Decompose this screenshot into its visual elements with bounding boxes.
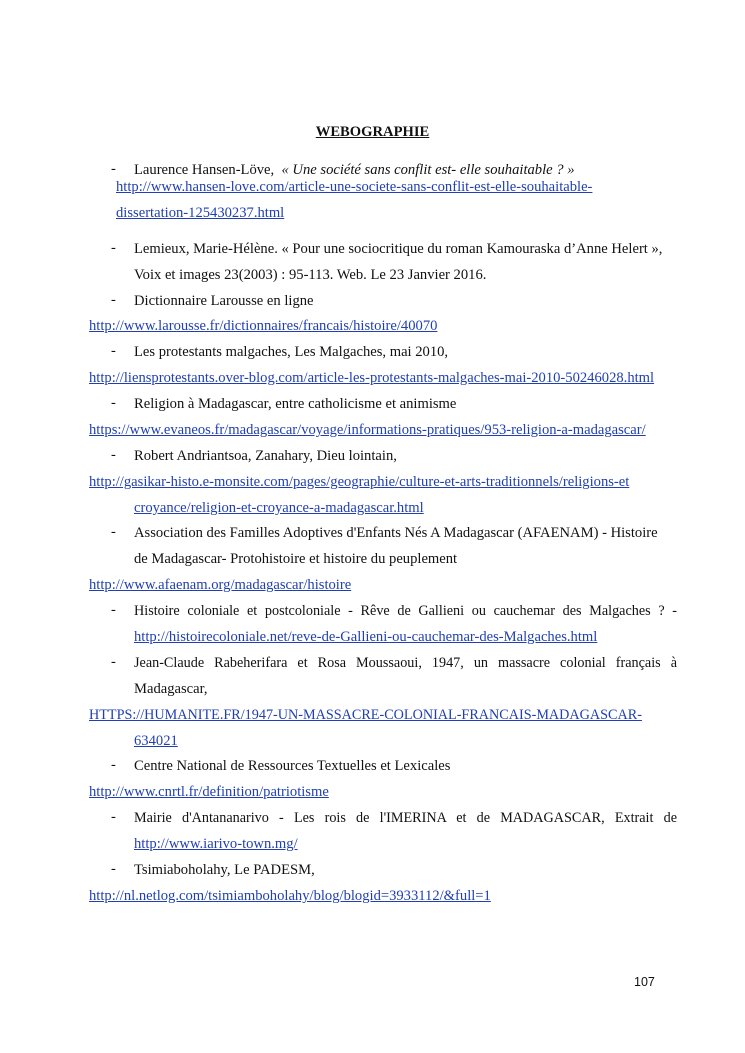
list-dash: - <box>111 240 116 256</box>
reference-link[interactable]: http://www.larousse.fr/dictionnaires/francais/histoire/40070 <box>89 318 438 334</box>
reference-link[interactable]: http://liensprotestants.over-blog.com/article-les-protestants-malgaches-mai-2010-50246028.html <box>89 370 655 386</box>
reference-text: Jean-Claude Rabeherifara et Rosa Moussaoui, 1947, un massacre colonial français à <box>134 655 677 671</box>
reference-text: Histoire coloniale et postcoloniale - Rêve de Gallieni ou cauchemar des Malgaches ? - <box>134 603 677 619</box>
reference-line <box>134 161 575 179</box>
reference-link[interactable]: HTTPS://HUMANITE.FR/1947-UN-MASSACRE-COLONIAL-FRANCAIS-MADAGASCAR- <box>89 707 642 723</box>
reference-text: Association des Familles Adoptives d'Enfants Nés A Madagascar (AFAENAM) - Histoire <box>134 525 658 541</box>
reference-text: Madagascar, <box>134 681 208 697</box>
reference-link[interactable]: http://www.afaenam.org/madagascar/histoire <box>89 577 352 593</box>
list-dash: - <box>111 447 116 463</box>
page-number: 107 <box>634 975 655 989</box>
reference-text: Centre National de Ressources Textuelles et Lexicales <box>134 758 451 774</box>
reference-link[interactable]: http://histoirecoloniale.net/reve-de-Gallieni-ou-cauchemar-des-Malgaches.html <box>134 629 598 645</box>
reference-link[interactable]: http://nl.netlog.com/tsimiamboholahy/blog/blogid=3933112/&full=1 <box>89 888 491 904</box>
list-dash: - <box>111 395 116 411</box>
list-dash: - <box>111 524 116 540</box>
reference-link[interactable]: http://www.cnrtl.fr/definition/patriotisme <box>89 784 329 800</box>
reference-link-continued[interactable]: croyance/religion-et-croyance-a-madagascar.html <box>134 500 424 516</box>
list-dash: - <box>111 809 116 825</box>
reference-link[interactable]: http://www.hansen-love.com/article-une-societe-sans-conflit-est-elle-souhaitable- <box>116 179 593 195</box>
reference-text: Robert Andriantsoa, Zanahary, Dieu lointain, <box>134 448 397 464</box>
reference-text: Mairie d'Antananarivo - Les rois de l'IMERINA et de MADAGASCAR, Extrait de <box>134 810 677 826</box>
reference-text: Dictionnaire Larousse en ligne <box>134 293 314 309</box>
reference-link-continued[interactable]: 634021 <box>134 733 178 749</box>
reference-link-continued[interactable]: dissertation-125430237.html <box>116 205 285 221</box>
page-title: WEBOGRAPHIE <box>315 124 430 140</box>
list-dash: - <box>111 292 116 308</box>
reference-title: « Une société sans conflit est- elle souhaitable ? » <box>281 162 575 178</box>
reference-text: de Madagascar- Protohistoire et histoire du peuplement <box>134 551 458 567</box>
reference-text: Les protestants malgaches, Les Malgaches, mai 2010, <box>134 344 449 360</box>
list-dash: - <box>111 161 116 177</box>
reference-text: Voix et images 23(2003) : 95-113. Web. Le 23 Janvier 2016. <box>134 267 487 283</box>
list-dash: - <box>111 343 116 359</box>
reference-link[interactable]: http://gasikar-histo.e-monsite.com/pages/geographie/culture-et-arts-traditionnels/religions-et <box>89 474 630 490</box>
reference-author: Laurence Hansen-Löve, <box>134 162 275 178</box>
list-dash: - <box>111 757 116 773</box>
reference-link[interactable]: https://www.evaneos.fr/madagascar/voyage/informations-pratiques/953-religion-a-madagascar/ <box>89 422 646 438</box>
reference-text: Lemieux, Marie-Hélène. « Pour une sociocritique du roman Kamouraska d’Anne Helert », <box>134 241 663 257</box>
reference-link[interactable]: http://www.iarivo-town.mg/ <box>134 836 298 852</box>
reference-text: Tsimiaboholahy, Le PADESM, <box>134 862 315 878</box>
list-dash: - <box>111 861 116 877</box>
reference-text: Religion à Madagascar, entre catholicisme et animisme <box>134 396 457 412</box>
list-dash: - <box>111 602 116 618</box>
list-dash: - <box>111 654 116 670</box>
